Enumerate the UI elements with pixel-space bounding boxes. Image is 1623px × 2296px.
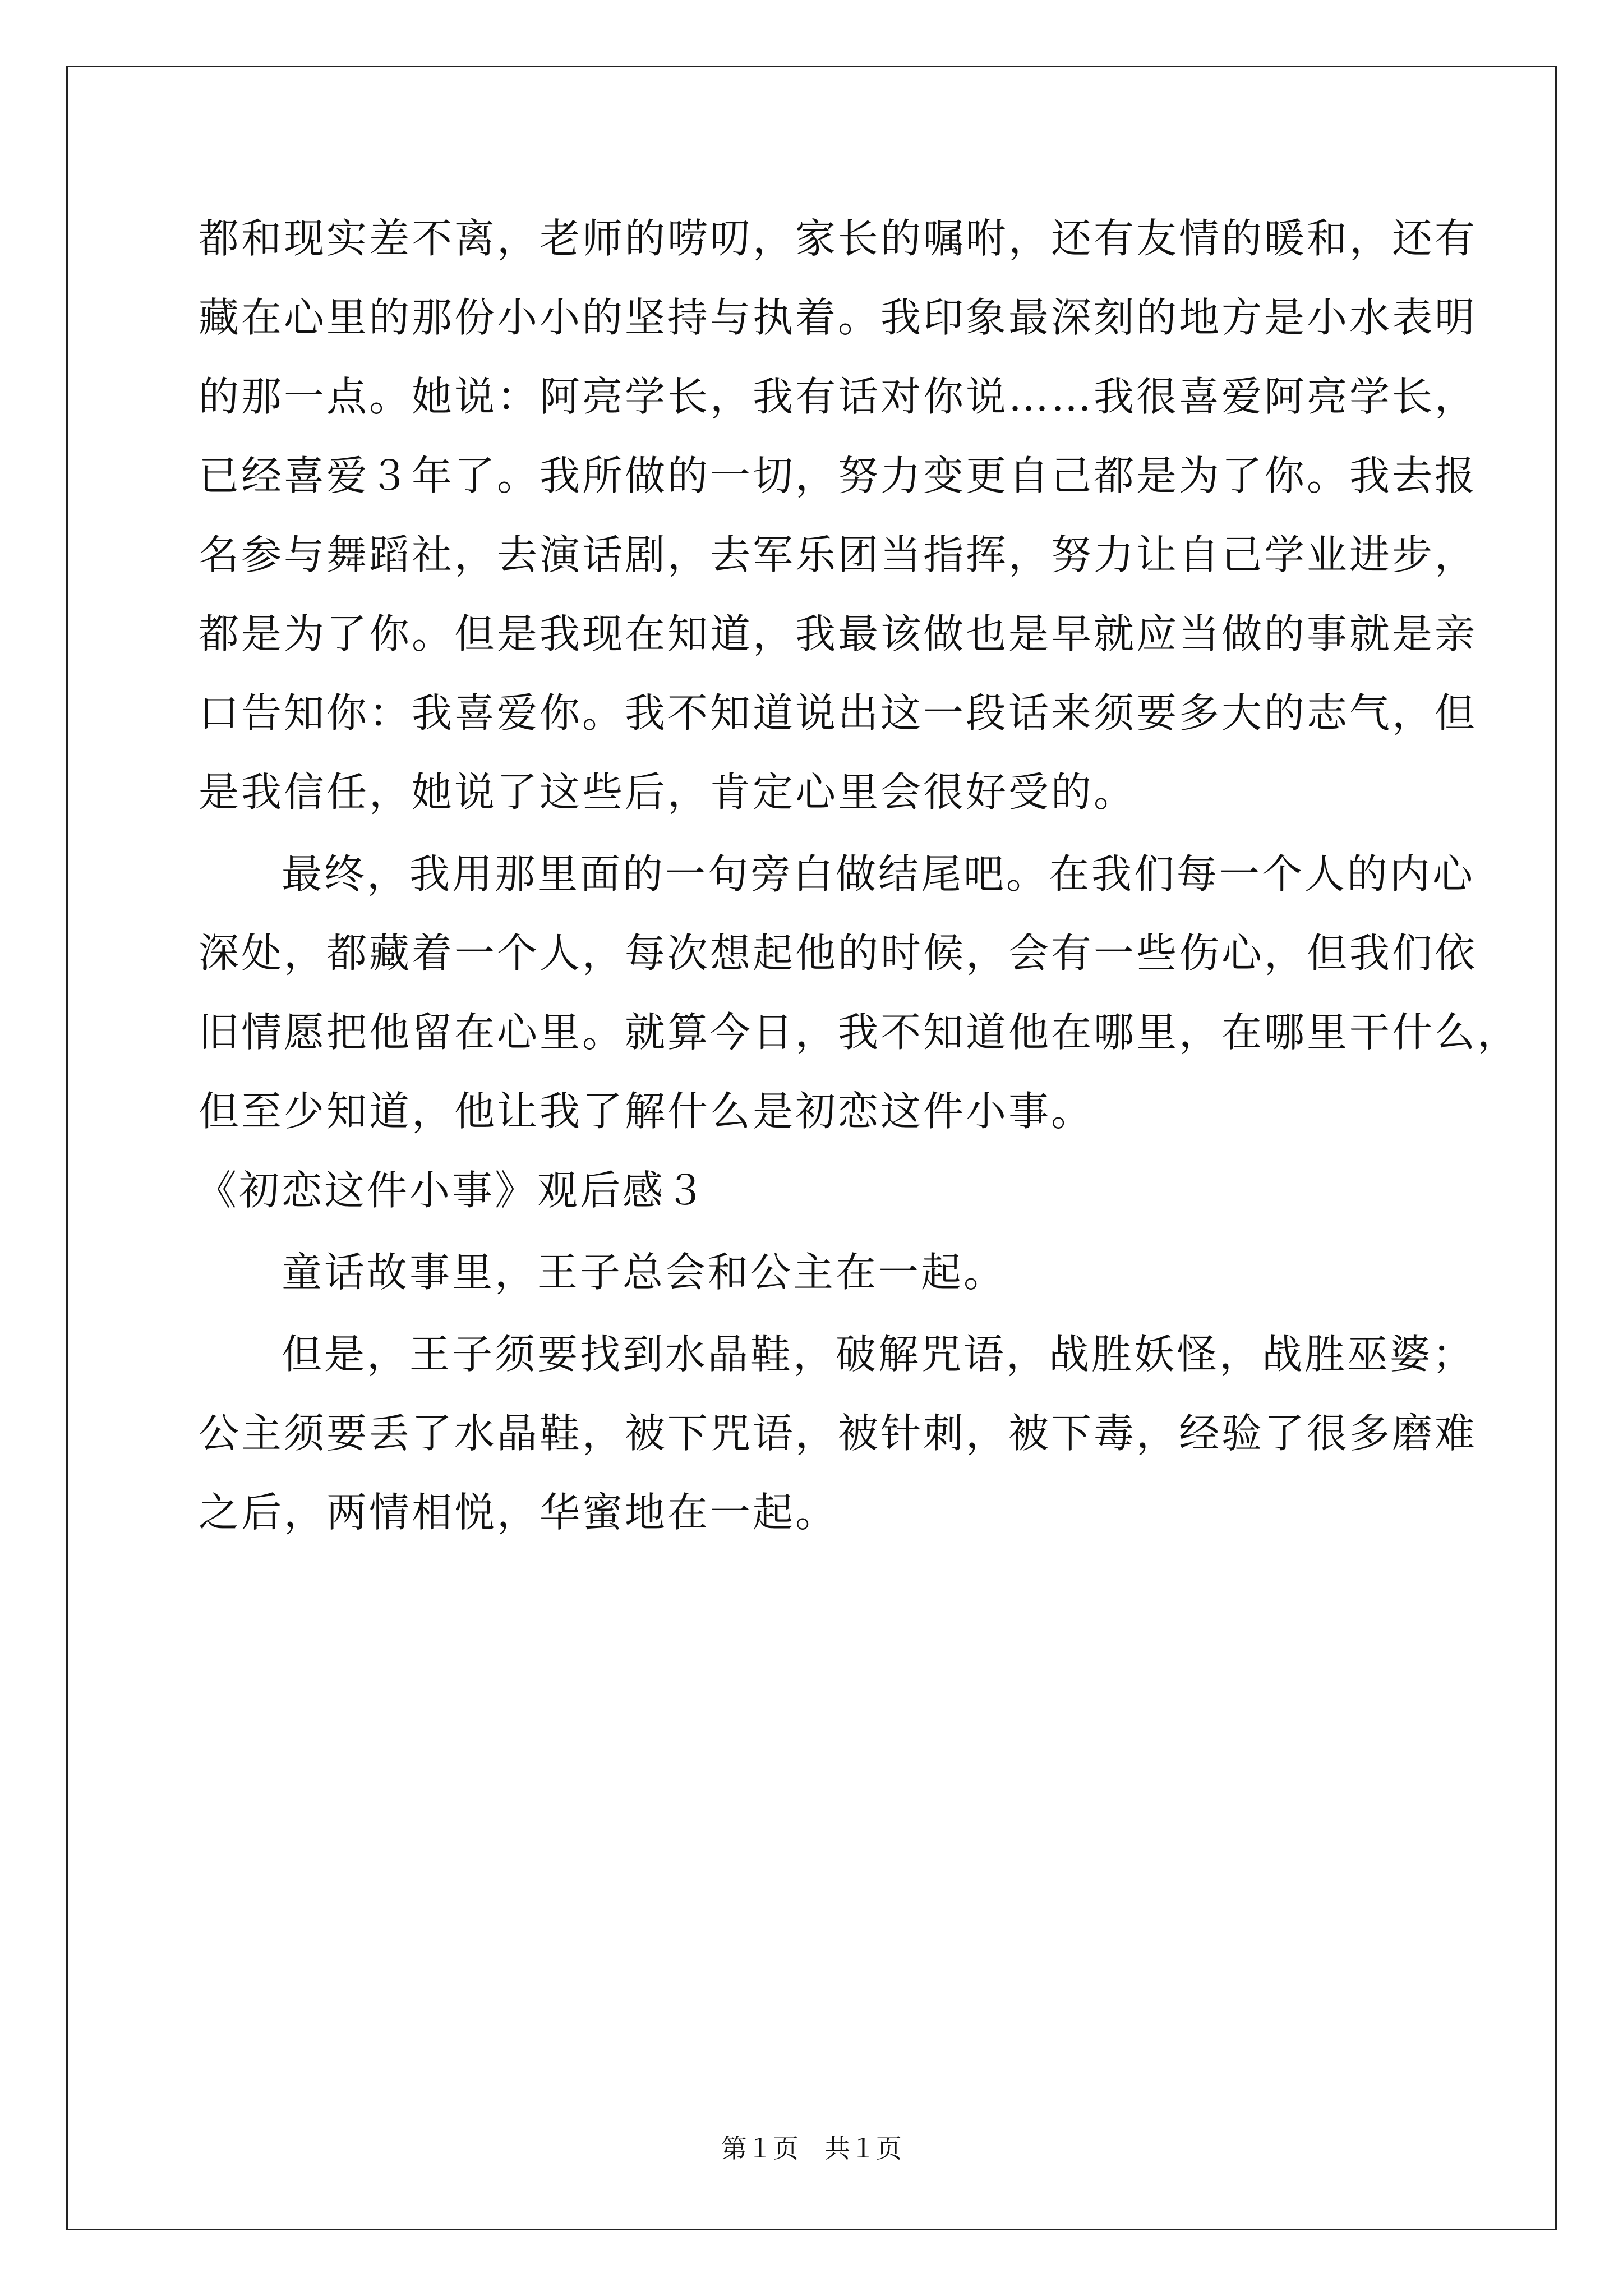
text-line: 藏在心里的那份小小的坚持与执着。我印象最深刻的地方是小水表明 [199, 294, 1478, 341]
text-line: 都和现实差不离，老师的唠叨，家长的嘱咐，还有友情的暖和，还有 [199, 215, 1478, 262]
paragraph-start-line: 最终，我用那里面的一句旁白做结尾吧。在我们每一个人的内心 [282, 850, 1476, 898]
page-footer: 第１页 共１页 [721, 2133, 902, 2164]
text-line: 名参与舞蹈社，去演话剧，去军乐团当指挥，努力让自己学业进步， [199, 531, 1478, 578]
section-heading: 《初恋这件小事》观后感３ [196, 1167, 708, 1214]
text-line: 旧情愿把他留在心里。就算今日，我不知道他在哪里，在哪里干什么， [199, 1009, 1520, 1056]
text-line: 已经喜爱３年了。我所做的一切，努力变更自己都是为了你。我去报 [199, 452, 1478, 499]
text-line: 深处，都藏着一个人，每次想起他的时候，会有一些伤心，但我们依 [199, 930, 1478, 977]
text-line: 之后，两情相悦，华蜜地在一起。 [199, 1489, 838, 1536]
text-line: 但至少知道，他让我了解什么是初恋这件小事。 [199, 1088, 1094, 1135]
text-line: 是我信任，她说了这些后，肯定心里会很好受的。 [199, 769, 1137, 816]
paragraph-start-line: 但是，王子须要找到水晶鞋，破解咒语，战胜妖怪，战胜巫婆； [282, 1331, 1476, 1378]
text-line: 口告知你：我喜爱你。我不知道说出这一段话来须要多大的志气，但 [199, 689, 1478, 737]
text-line: 的那一点。她说：阿亮学长，我有话对你说……我很喜爱阿亮学长， [199, 373, 1478, 420]
text-line: 公主须要丢了水晶鞋，被下咒语，被针刺，被下毒，经验了很多磨难 [199, 1410, 1478, 1457]
paragraph-start-line: 童话故事里，王子总会和公主在一起。 [282, 1249, 1007, 1296]
text-line: 都是为了你。但是我现在知道，我最该做也是早就应当做的事就是亲 [199, 610, 1478, 657]
